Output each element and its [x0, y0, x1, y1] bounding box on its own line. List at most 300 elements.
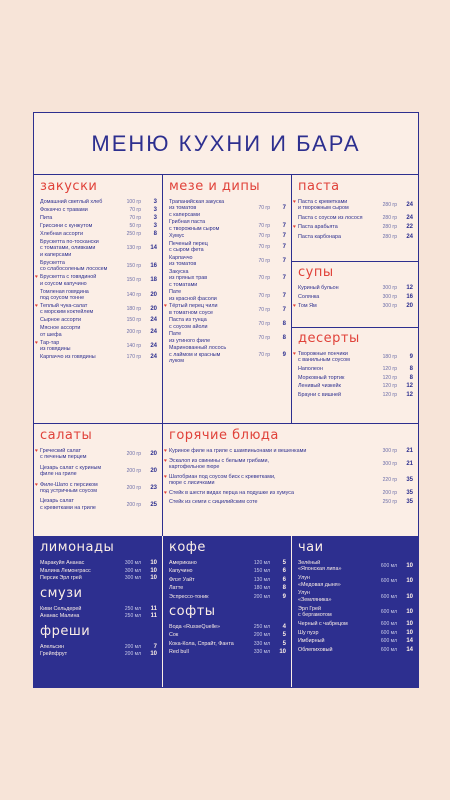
item-name: [40, 215, 111, 221]
item-price: 10: [406, 578, 413, 585]
menu-item: [298, 590, 413, 603]
item-quantity: 600 мл: [380, 620, 397, 627]
item-quantity: 200 гр: [126, 451, 141, 458]
item-name: [169, 289, 240, 302]
item-price: 7: [282, 292, 286, 299]
menu-item: [164, 489, 413, 496]
item-name-text: Флэт Уайт: [169, 576, 195, 583]
item-name-text: Зелёный «Японская липа»: [298, 560, 342, 573]
item-price: 7: [282, 275, 286, 282]
item-name-text: Сырное ассорти: [40, 317, 82, 324]
section-heading: супы: [298, 265, 334, 280]
menu-item: [293, 302, 413, 309]
item-price: 12: [406, 383, 413, 390]
item-name-text: Латте: [169, 585, 184, 592]
item-price: 10: [406, 608, 413, 615]
section-meze: [163, 175, 291, 366]
menu-item: [35, 481, 157, 495]
menu-item: [40, 644, 157, 650]
item-name: [164, 473, 367, 487]
item-name-text: Хумус: [169, 233, 185, 240]
item-quantity: 70 гр: [258, 351, 270, 358]
item-price: 10: [150, 560, 157, 566]
item-name: [293, 302, 367, 309]
menu-item: [169, 624, 286, 630]
item-price: 7: [282, 222, 286, 229]
menu-item: [169, 568, 286, 574]
item-quantity: 70 гр: [258, 222, 270, 229]
item-name-text: Домашний светлый хлеб: [40, 199, 103, 205]
item-quantity: 130 мл: [253, 576, 270, 583]
item-name: [298, 606, 367, 619]
item-price: 10: [406, 629, 413, 636]
item-name: [169, 255, 240, 268]
menu-item: [164, 473, 413, 487]
item-quantity: 250 мл: [124, 613, 141, 620]
item-quantity: 250 мл: [253, 624, 270, 631]
item-name: [164, 457, 367, 471]
heart-icon: ♥: [164, 448, 167, 454]
item-name: [35, 339, 111, 353]
menu-item: [35, 303, 157, 316]
item-name: [40, 289, 111, 302]
item-quantity: 70 гр: [258, 306, 270, 313]
item-quantity: 300 гр: [382, 285, 397, 291]
item-name-text: Стейк в шести видах перца на подушке из хумуса: [169, 489, 294, 496]
menu-item: [293, 351, 413, 364]
item-name: [169, 641, 240, 647]
heart-icon: ♥: [35, 303, 38, 310]
item-name-text: Тар-тар из говядины: [40, 339, 71, 353]
item-price: 9: [409, 354, 413, 361]
menu-item: [40, 613, 157, 619]
menu-item: [40, 560, 157, 566]
menu-item: [169, 345, 286, 364]
item-quantity: 130 гр: [126, 245, 141, 252]
item-name: [40, 223, 111, 229]
item-name: [40, 465, 111, 478]
item-name-text: Творожные пончики с ванильным соусом: [298, 351, 350, 364]
item-name-text: Тёртый перец чили в томатном соусе: [169, 303, 218, 316]
menu-item: [298, 606, 413, 619]
heart-icon: ♥: [293, 351, 296, 357]
item-price: 3: [153, 223, 157, 229]
item-name-text: Брауни с вишней: [298, 391, 342, 398]
item-name-text: Пита: [40, 215, 53, 221]
item-price: 23: [150, 484, 157, 491]
item-name-text: Эспрессо-тоник: [169, 593, 209, 600]
item-name: [298, 285, 367, 291]
item-name: [298, 560, 367, 573]
menu-item: [169, 585, 286, 591]
item-price: 24: [150, 317, 157, 324]
item-name-text: Карпаччо из томатов: [169, 255, 197, 268]
item-name-text: Паста арабьята: [298, 224, 338, 231]
menu-item: [293, 224, 413, 231]
section-heading: фреши: [40, 623, 91, 639]
item-price: 3: [153, 215, 157, 221]
item-price: 3: [153, 207, 157, 213]
section-chai: [292, 536, 418, 656]
menu-item: [40, 207, 157, 213]
item-name: [293, 351, 367, 364]
menu-item: [298, 294, 413, 300]
section-heading: паста: [298, 179, 340, 194]
menu-item: [35, 339, 157, 353]
item-quantity: 600 мл: [380, 638, 397, 645]
item-quantity: 300 гр: [382, 448, 397, 454]
item-price: 20: [150, 468, 157, 475]
item-price: 7: [282, 205, 286, 212]
item-name: [298, 638, 367, 644]
item-quantity: 600 мл: [380, 593, 397, 600]
item-quantity: 180 мл: [253, 585, 270, 592]
menu-item: [298, 621, 413, 627]
item-quantity: 200 мл: [124, 651, 141, 658]
item-quantity: 120 гр: [382, 366, 397, 372]
item-name: [169, 269, 240, 288]
item-quantity: 70 гр: [258, 320, 270, 327]
item-name-text: Имбирный: [298, 638, 325, 645]
menu-item: [298, 560, 413, 573]
item-quantity: 70 гр: [258, 292, 270, 299]
item-name: [298, 392, 367, 398]
item-price: 6: [282, 568, 286, 575]
item-name-text: Маринованный лосось с лаймом и красным луком: [169, 345, 227, 365]
item-quantity: 200 гр: [126, 328, 141, 335]
item-quantity: 100 гр: [126, 199, 141, 205]
item-quantity: 200 мл: [253, 593, 270, 600]
item-name: [298, 366, 367, 372]
item-name: [298, 590, 367, 603]
item-price: 7: [282, 258, 286, 265]
item-name-text: Ананас Малина: [40, 613, 80, 620]
menu-item: [40, 325, 157, 338]
item-name-text: Филе-Шато с персиком под устричным соусом: [40, 481, 98, 495]
section-kofe: [163, 540, 291, 600]
menu-item: [169, 594, 286, 600]
menu-item: [35, 448, 157, 461]
item-name: [40, 260, 111, 273]
menu-item: [298, 234, 413, 240]
menu-item: [169, 632, 286, 638]
item-quantity: 330 мл: [253, 640, 270, 647]
item-name: [169, 649, 240, 655]
item-name-text: Эскалоп из свинины с белыми грибами, картофельное пюре: [169, 457, 269, 470]
item-quantity: 200 гр: [126, 484, 141, 491]
item-name-text: Том Ям: [298, 302, 317, 309]
menu-item: [169, 577, 286, 583]
menu-item: [164, 448, 413, 454]
item-name: [164, 303, 240, 316]
item-name: [35, 481, 111, 495]
menu-item: [169, 641, 286, 647]
heart-icon: ♥: [293, 199, 296, 205]
item-name-text: Грибная паста с творожным сыром: [169, 219, 220, 232]
item-price: 20: [406, 302, 413, 309]
menu-item: [298, 383, 413, 389]
item-price: 20: [150, 306, 157, 313]
item-name-text: Шатобриан под соусом биск с креветками, пюре с лисичками: [169, 473, 276, 486]
item-name: [40, 606, 111, 612]
item-name-text: Ленивый чизкейк: [298, 383, 341, 390]
item-price: 11: [150, 605, 157, 612]
item-quantity: 70 гр: [129, 215, 141, 221]
item-quantity: 300 гр: [382, 293, 397, 300]
section-heading: горячие блюда: [169, 428, 279, 443]
item-price: 20: [150, 451, 157, 458]
item-price: 8: [282, 334, 286, 341]
item-name-text: Кока-Кола, Спрайт, Фанта: [169, 640, 234, 647]
item-name-text: Карпаччо из говядины: [40, 354, 96, 361]
item-name-text: Шу пуэр: [298, 629, 319, 636]
menu-item: [169, 219, 286, 232]
item-quantity: 70 гр: [258, 233, 270, 240]
item-name: [40, 199, 111, 205]
item-quantity: 50 гр: [129, 223, 141, 229]
item-quantity: 120 гр: [382, 391, 397, 398]
item-quantity: 600 мл: [380, 578, 397, 585]
item-price: 35: [406, 499, 413, 506]
item-name-text: Трапанийская закуска из томатов с каперсами: [169, 199, 225, 218]
item-quantity: 140 гр: [126, 291, 141, 298]
item-name: [169, 233, 240, 239]
item-name: [40, 239, 111, 258]
item-quantity: 300 мл: [124, 575, 141, 582]
item-name: [169, 624, 240, 630]
item-name: [40, 354, 111, 360]
menu-item: [40, 498, 157, 511]
section-smuzi: [34, 586, 162, 620]
item-name-text: Солянка: [298, 293, 320, 300]
item-price: 8: [282, 585, 286, 592]
heart-icon: ♥: [35, 339, 38, 346]
item-name-text: Черный с чабрецом: [298, 620, 348, 627]
menu-item: [40, 651, 157, 657]
item-quantity: 250 мл: [124, 605, 141, 612]
item-quantity: 170 гр: [126, 354, 141, 361]
item-price: 4: [282, 624, 286, 631]
item-price: 24: [150, 343, 157, 350]
heart-icon: ♥: [164, 457, 167, 464]
item-price: 24: [406, 233, 413, 240]
item-name-text: Персик Эрл грей: [40, 575, 82, 582]
column-mid-drinks: [163, 536, 291, 658]
section-goryachie: [163, 424, 418, 509]
section-softy: [163, 604, 291, 656]
item-quantity: 200 гр: [126, 501, 141, 508]
item-quantity: 70 гр: [258, 334, 270, 341]
section-zakuski: [34, 175, 162, 362]
item-name: [169, 577, 240, 583]
item-price: 6: [282, 576, 286, 583]
section-heading: кофе: [169, 540, 206, 555]
item-quantity: 220 гр: [382, 476, 397, 483]
item-quantity: 200 гр: [382, 489, 397, 496]
item-name-text: Улун «Земляника»: [298, 590, 332, 603]
item-name: [169, 219, 240, 232]
item-name: [169, 199, 240, 218]
heart-icon: ♥: [293, 302, 296, 309]
item-name-text: Томленая говядина под соусом тонне: [40, 288, 89, 302]
menu-item: [169, 331, 286, 344]
item-name-text: Сок: [169, 632, 179, 639]
item-name-text: Улун «Медовая дыня»: [298, 575, 341, 588]
item-quantity: 70 гр: [258, 275, 270, 282]
item-price: 10: [279, 649, 286, 656]
heart-icon: ♥: [164, 489, 167, 496]
item-name-text: Киви Сельдерей: [40, 605, 82, 612]
item-name: [293, 199, 367, 212]
menu-item: [40, 317, 157, 323]
item-name-text: Капучино: [169, 568, 193, 575]
item-price: 16: [406, 293, 413, 300]
item-name: [40, 325, 111, 338]
item-price: 12: [406, 391, 413, 398]
item-name-text: Брускетта по-тоскански с томатами, оливками и каперсами: [40, 239, 99, 258]
item-price: 7: [153, 643, 157, 650]
item-quantity: 70 гр: [258, 258, 270, 265]
item-price: 21: [406, 460, 413, 467]
item-name-text: Паста карбонара: [298, 233, 342, 240]
item-name: [40, 231, 111, 237]
item-quantity: 200 гр: [126, 468, 141, 475]
menu-item: [169, 499, 413, 505]
item-name-text: Цезарь салат с креветками на гриле: [40, 498, 96, 511]
heart-icon: ♥: [164, 473, 167, 480]
item-quantity: 250 гр: [126, 231, 141, 237]
menu-item: [40, 465, 157, 478]
item-quantity: 300 мл: [124, 560, 141, 566]
item-name-text: Куриное филе на гриле с шампиньонами и вешенками: [169, 448, 307, 454]
item-name: [169, 632, 240, 638]
section-freshi: [34, 624, 162, 658]
item-price: 5: [282, 632, 286, 639]
menu-card: [33, 112, 419, 688]
section-heading: закуски: [40, 179, 98, 194]
menu-item: [40, 239, 157, 258]
item-quantity: 140 гр: [126, 343, 141, 350]
section-heading: десерты: [298, 331, 360, 346]
item-price: 10: [406, 563, 413, 570]
section-heading: мезе и дипы: [169, 179, 261, 194]
menu-title: МЕНЮ КУХНИ И БАРА: [34, 113, 418, 175]
menu-item: [164, 303, 286, 316]
section-heading: лимонады: [40, 540, 115, 555]
menu-item: [40, 575, 157, 581]
section-salaty: [34, 424, 162, 515]
section-pasta: [292, 175, 418, 243]
section-deserty: [292, 327, 418, 400]
heart-icon: ♥: [164, 303, 167, 310]
item-quantity: 600 мл: [380, 647, 397, 654]
menu-item: [40, 260, 157, 273]
item-name-text: Цезарь салат с куриным филе на гриле: [40, 464, 102, 478]
item-quantity: 280 гр: [382, 202, 397, 209]
heart-icon: ♥: [35, 448, 38, 454]
item-price: 8: [153, 231, 157, 237]
menu-item: [293, 199, 413, 212]
item-quantity: 70 гр: [258, 244, 270, 251]
item-name: [35, 274, 111, 287]
menu-item: [169, 241, 286, 254]
menu-item: [169, 269, 286, 288]
item-price: 35: [406, 476, 413, 483]
menu-item: [169, 560, 286, 566]
item-name: [298, 234, 367, 240]
item-name-text: Греческий салат с печеным перцем: [40, 448, 87, 461]
menu-item: [40, 289, 157, 302]
column-left-drinks: [34, 536, 162, 659]
item-name: [40, 568, 111, 574]
item-price: 18: [150, 277, 157, 284]
section-heading: чаи: [298, 540, 324, 555]
item-name: [169, 568, 240, 574]
item-name-text: Хлебная ассорти: [40, 231, 83, 237]
item-name-text: Мясное ассорти от шефа: [40, 325, 81, 338]
item-name: [40, 575, 111, 581]
menu-item: [40, 231, 157, 237]
menu-item: [298, 647, 413, 653]
item-name: [298, 575, 367, 588]
item-name: [169, 594, 240, 600]
item-quantity: 120 мл: [253, 560, 270, 566]
item-name-text: Печеный перец с сыром фета: [169, 241, 208, 254]
item-name: [298, 621, 367, 627]
heart-icon: ♥: [35, 274, 38, 281]
item-price: 9: [282, 351, 286, 358]
section-heading: салаты: [40, 428, 93, 443]
item-quantity: 200 мл: [124, 643, 141, 650]
item-name: [40, 560, 111, 566]
item-price: 12: [406, 285, 413, 291]
item-name-text: Наполеон: [298, 366, 323, 372]
item-name: [40, 644, 111, 650]
item-price: 16: [150, 263, 157, 270]
item-price: 35: [406, 489, 413, 496]
menu-item: [40, 568, 157, 574]
item-quantity: 150 мл: [253, 568, 270, 575]
item-name-text: Паста с соусом из лосося: [298, 214, 363, 221]
menu-item: [40, 215, 157, 221]
item-price: 21: [406, 448, 413, 454]
item-name-text: Теплый чука-салат с морским коктейлем: [40, 303, 94, 316]
item-name: [40, 613, 111, 619]
menu-item: [40, 354, 157, 360]
item-name-text: Паста с креветками и творожным сыром: [298, 199, 349, 212]
item-quantity: 600 мл: [380, 629, 397, 636]
item-quantity: 600 мл: [380, 608, 397, 615]
item-price: 14: [406, 638, 413, 645]
item-price: 8: [409, 366, 413, 372]
menu-item: [169, 649, 286, 655]
item-price: 11: [150, 613, 157, 620]
menu-item: [40, 606, 157, 612]
item-name-text: Пате из утиного филе: [169, 331, 211, 344]
item-price: 14: [406, 647, 413, 654]
item-name-text: Паста из тунца с соусом айоли: [169, 317, 208, 330]
item-name: [169, 585, 240, 591]
item-name-text: Вода «RusseQuelle»: [169, 624, 220, 631]
item-price: 24: [150, 354, 157, 361]
item-quantity: 150 гр: [126, 277, 141, 284]
item-name: [298, 383, 367, 389]
menu-item: [298, 638, 413, 644]
item-name: [169, 241, 240, 254]
item-price: 10: [406, 620, 413, 627]
section-heading: смузи: [40, 585, 83, 601]
item-name-text: Стейк из семги с сицилийским соте: [169, 499, 258, 506]
